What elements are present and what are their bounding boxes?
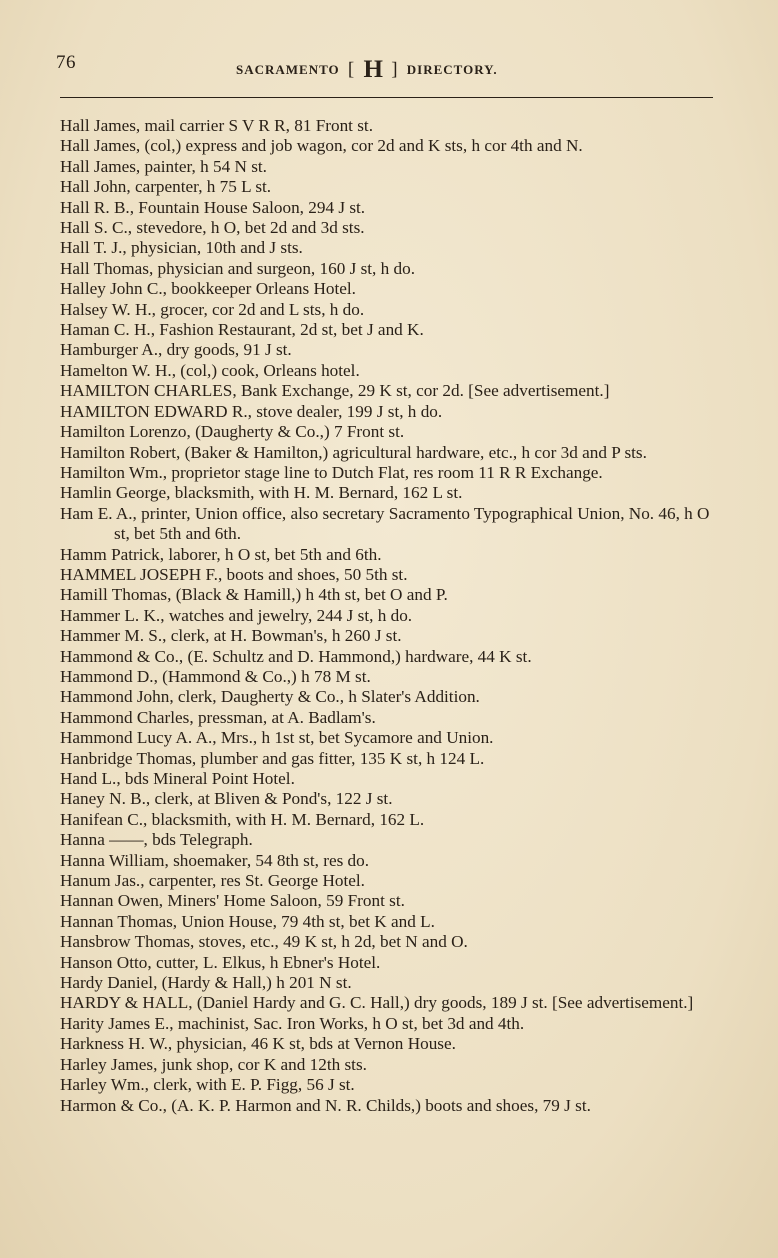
directory-entry: HAMILTON CHARLES, Bank Exchange, 29 K st, cor 2d. [See advertisement.]: [60, 381, 610, 401]
directory-entry: Hamilton Robert, (Baker & Hamilton,) agricultural hardware, etc., h cor 3d and P sts.: [60, 442, 647, 462]
section-letter: H: [363, 56, 383, 83]
directory-entry: Hanna William, shoemaker, 54 8th st, res do.: [60, 850, 370, 870]
directory-entries: [60, 116, 720, 1116]
directory-entry: Halsey W. H., grocer, cor 2d and L sts, h do.: [60, 299, 365, 319]
directory-entry: Hammer M. S., clerk, at H. Bowman's, h 260 J st.: [60, 626, 402, 646]
directory-entry: Hanson Otto, cutter, L. Elkus, h Ebner's Hotel.: [60, 952, 381, 972]
running-head: [236, 56, 498, 84]
directory-entry: Hansbrow Thomas, stoves, etc., 49 K st, h 2d, bet N and O.: [60, 932, 468, 952]
directory-entry: Hamburger A., dry goods, 91 J st.: [60, 340, 292, 360]
directory-entry: Hall S. C., stevedore, h O, bet 2d and 3d sts.: [60, 218, 365, 238]
directory-entry: Ham E. A., printer, Union office, also secretary Sacramento Typographical Union, No. 46, h O st, bet 5th and 6th.: [60, 503, 710, 544]
directory-entry: Hall Thomas, physician and surgeon, 160 J st, h do.: [60, 258, 416, 278]
directory-entry: Harkness H. W., physician, 46 K st, bds at Vernon House.: [60, 1034, 456, 1054]
bracket-close: ]: [391, 59, 399, 80]
header-rule: [60, 97, 713, 98]
directory-entry: Hamlin George, blacksmith, with H. M. Bernard, 162 L st.: [60, 483, 463, 503]
directory-entry: Hamilton Lorenzo, (Daugherty & Co.,) 7 Front st.: [60, 422, 405, 442]
directory-entry: Hardy Daniel, (Hardy & Hall,) h 201 N st.: [60, 973, 352, 993]
directory-entry: Harley Wm., clerk, with E. P. Figg, 56 J st.: [60, 1075, 355, 1095]
directory-entry: Hall R. B., Fountain House Saloon, 294 J st.: [60, 197, 366, 217]
page-header: [56, 52, 718, 82]
directory-entry: Haney N. B., clerk, at Bliven & Pond's, 122 J st.: [60, 789, 393, 809]
directory-entry: Hall John, carpenter, h 75 L st.: [60, 177, 272, 197]
directory-entry: Hand L., bds Mineral Point Hotel.: [60, 769, 295, 788]
directory-entry: HAMILTON EDWARD R., stove dealer, 199 J st, h do.: [60, 401, 443, 421]
directory-entry: Harmon & Co., (A. K. P. Harmon and N. R. Childs,) boots and shoes, 79 J st.: [60, 1095, 591, 1115]
directory-entry: Harity James E., machinist, Sac. Iron Works, h O st, bet 3d and 4th.: [60, 1013, 525, 1033]
running-head-left: SACRAMENTO: [236, 62, 340, 77]
directory-entry: Hannan Owen, Miners' Home Saloon, 59 Front st.: [60, 891, 405, 911]
directory-entry: Hamelton W. H., (col,) cook, Orleans hotel.: [60, 360, 360, 380]
directory-entry: HAMMEL JOSEPH F., boots and shoes, 50 5th st.: [60, 564, 408, 584]
directory-entry: Hamm Patrick, laborer, h O st, bet 5th and 6th.: [60, 544, 382, 564]
directory-entry: Hammond Charles, pressman, at A. Badlam's.: [60, 707, 376, 727]
directory-entry: Hammond Lucy A. A., Mrs., h 1st st, bet Sycamore and Union.: [60, 728, 494, 748]
directory-entry: Hamill Thomas, (Black & Hamill,) h 4th st, bet O and P.: [60, 585, 448, 605]
directory-entry: Harley James, junk shop, cor K and 12th sts.: [60, 1054, 367, 1074]
directory-entry: Hall T. J., physician, 10th and J sts.: [60, 238, 303, 258]
directory-entry: Hanna ——, bds Telegraph.: [60, 830, 253, 850]
directory-entry: Hamilton Wm., proprietor stage line to Dutch Flat, res room 11 R R Exchange.: [60, 462, 603, 482]
directory-entry: Hall James, mail carrier S V R R, 81 Front st.: [60, 116, 374, 135]
page-number: 76: [56, 52, 76, 73]
directory-entry: Halley John C., bookkeeper Orleans Hotel.: [60, 279, 356, 299]
running-head-right: DIRECTORY.: [406, 62, 498, 77]
directory-entry: Hanifean C., blacksmith, with H. M. Bernard, 162 L.: [60, 809, 425, 829]
directory-entry: Hammer L. K., watches and jewelry, 244 J st, h do.: [60, 605, 413, 625]
directory-entry: Hall James, (col,) express and job wagon, cor 2d and K sts, h cor 4th and N.: [60, 136, 583, 156]
directory-entry: Hammond D., (Hammond & Co.,) h 78 M st.: [60, 666, 371, 686]
directory-entry: Haman C. H., Fashion Restaurant, 2d st, bet J and K.: [60, 320, 424, 340]
bracket-open: [: [347, 59, 356, 80]
directory-entry: Hanbridge Thomas, plumber and gas fitter, 135 K st, h 124 L.: [60, 748, 485, 768]
directory-entry: Hall James, painter, h 54 N st.: [60, 156, 267, 176]
directory-entry: HARDY & HALL, (Daniel Hardy and G. C. Hall,) dry goods, 189 J st. [See advertisement.]: [60, 993, 694, 1013]
directory-entry: Hannan Thomas, Union House, 79 4th st, bet K and L.: [60, 911, 435, 931]
directory-entry: Hammond John, clerk, Daugherty & Co., h Slater's Addition.: [60, 687, 480, 707]
directory-entry: Hammond & Co., (E. Schultz and D. Hammond,) hardware, 44 K st.: [60, 646, 532, 666]
directory-entry: Hanum Jas., carpenter, res St. George Hotel.: [60, 871, 365, 891]
